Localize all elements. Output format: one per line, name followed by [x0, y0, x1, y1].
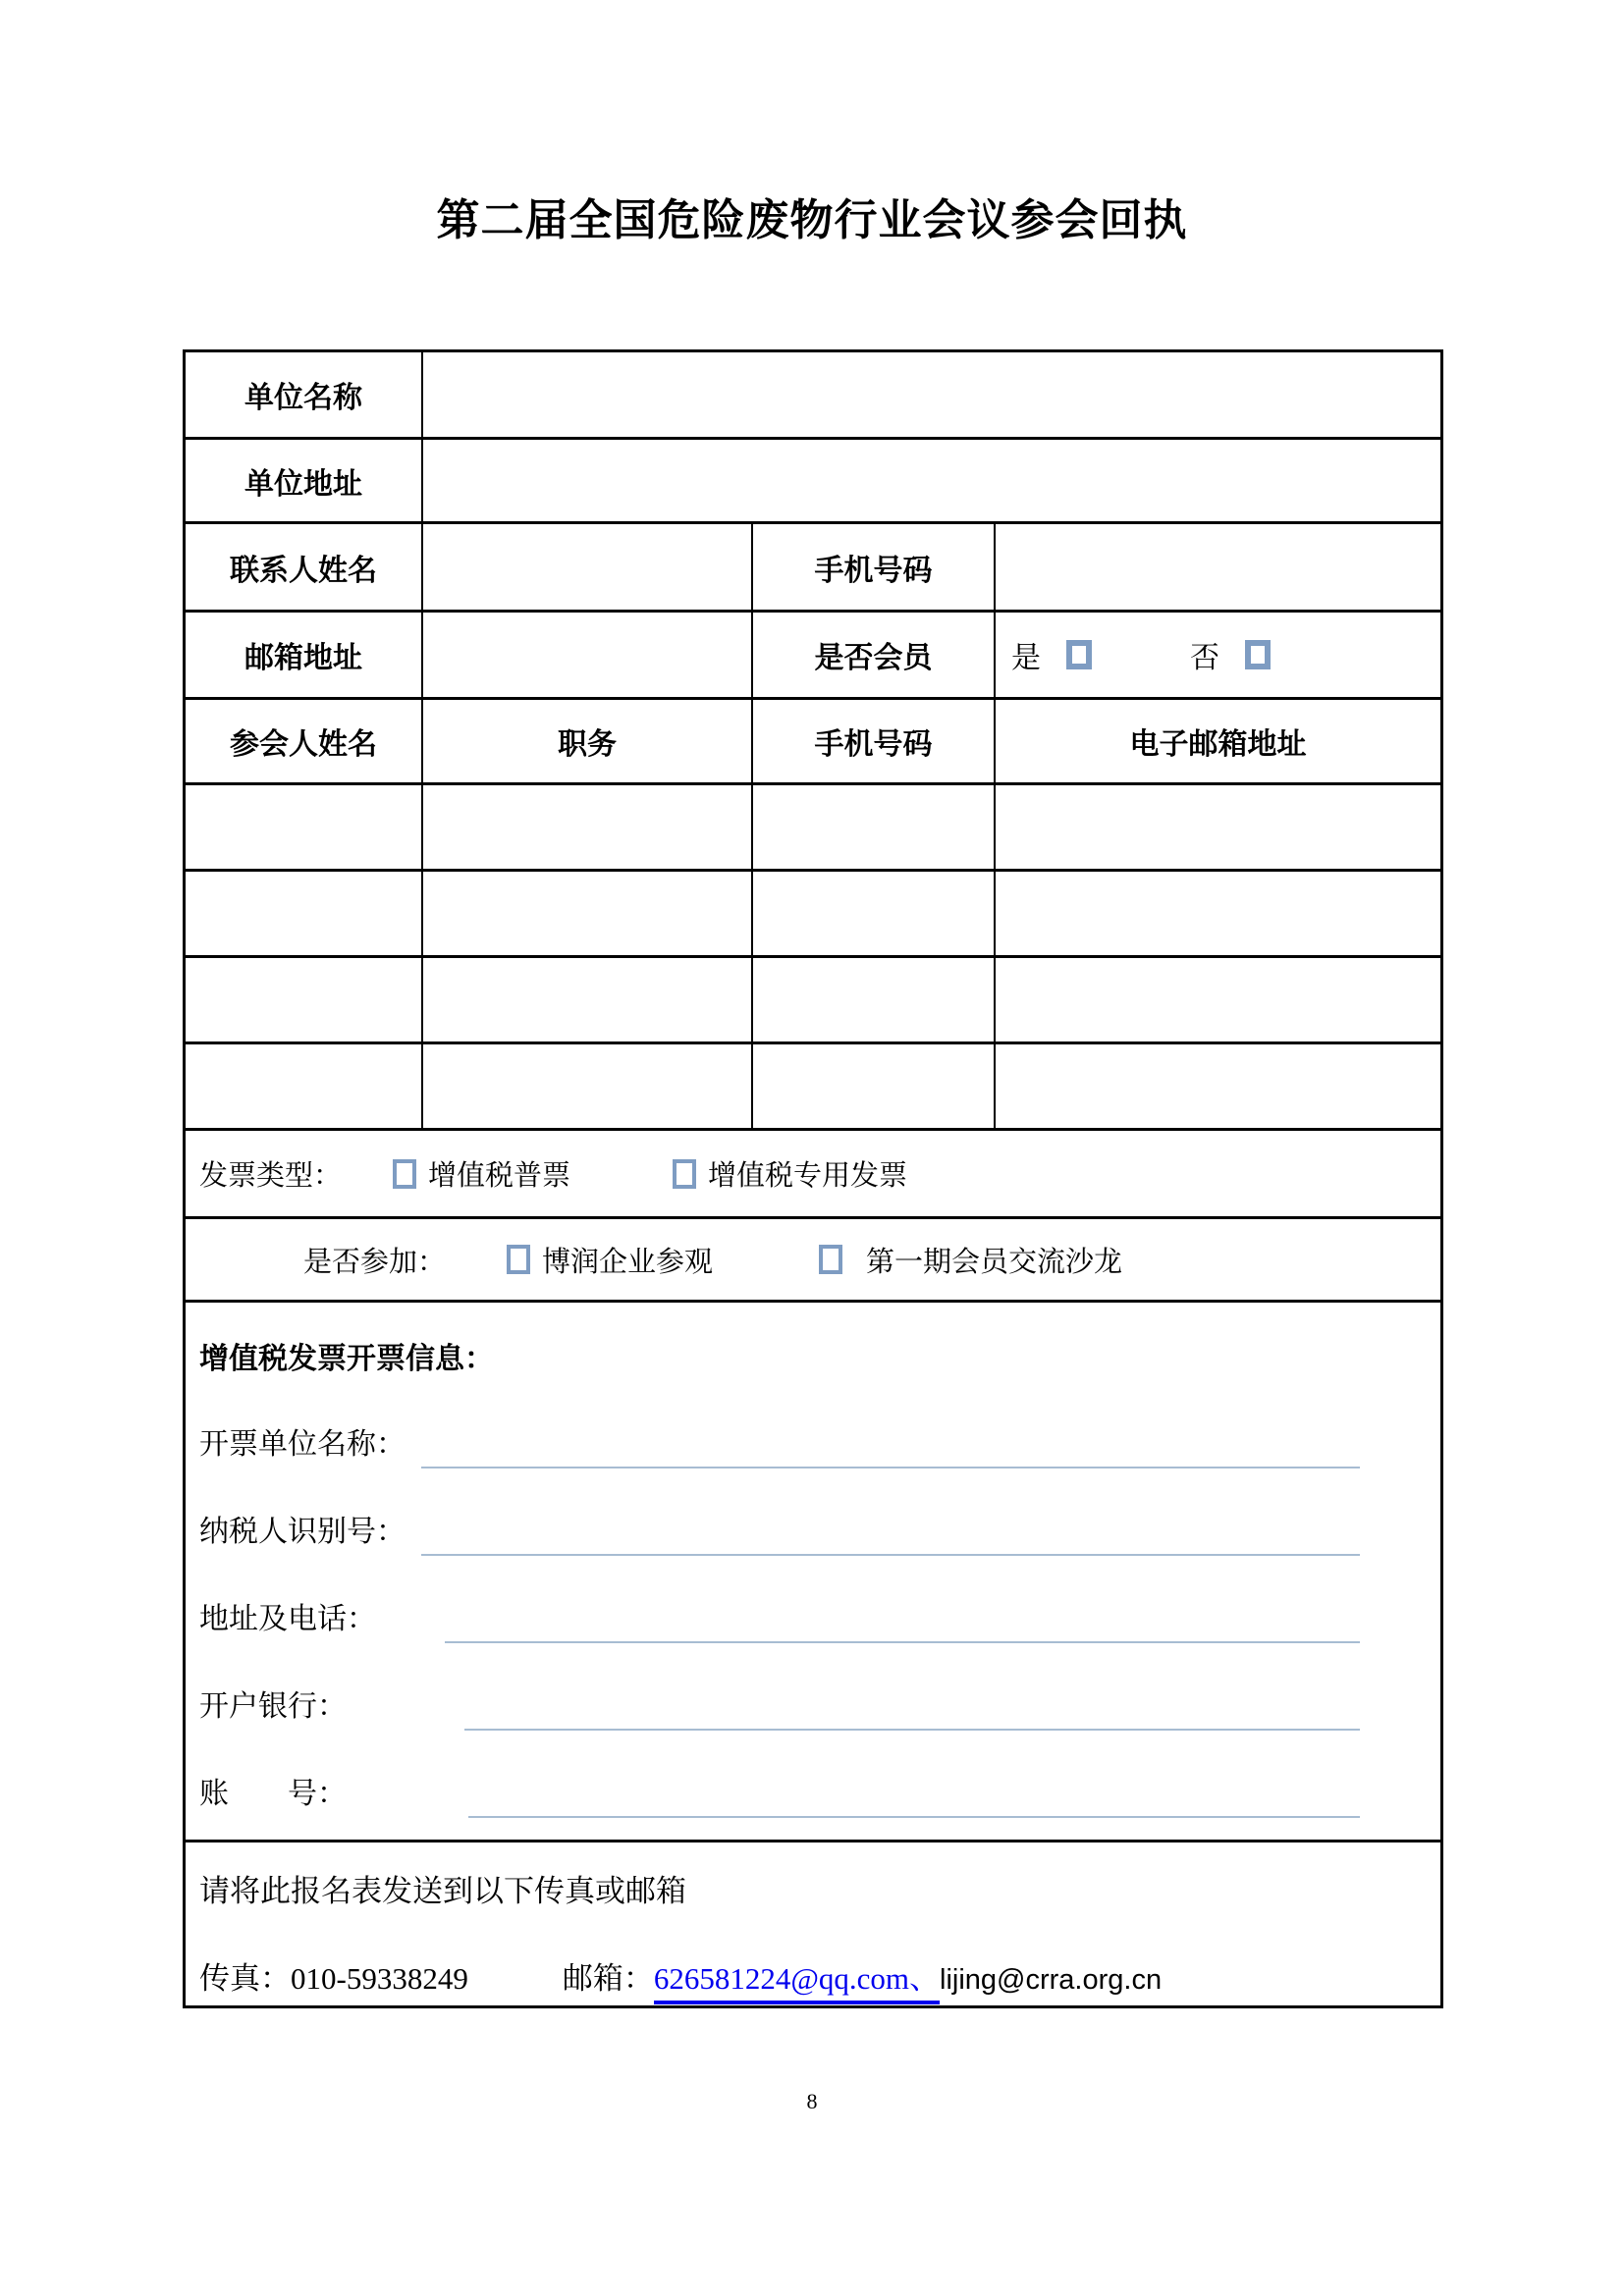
fill-line[interactable]: [421, 1550, 1360, 1556]
attendee-cell[interactable]: [753, 958, 996, 1044]
attendee-cell[interactable]: [186, 958, 423, 1044]
attendee-cell[interactable]: [186, 1044, 423, 1131]
table-row-attendee-header: [186, 700, 1440, 785]
attendee-cell[interactable]: [423, 872, 753, 958]
vat-company-label: 开票单位名称：: [199, 1428, 406, 1461]
vat-field-company: [199, 1425, 1411, 1465]
page-title: 第二届全国危险废物行业会议参会回执: [436, 196, 1188, 244]
footer-contacts: [199, 1953, 1411, 2004]
unit-address-input-cell[interactable]: [423, 440, 1440, 524]
member-yes-label: 是: [1011, 642, 1041, 674]
fax-label: 传真：: [199, 1961, 291, 1996]
attendee-cell[interactable]: [996, 872, 1440, 958]
fill-line[interactable]: [445, 1637, 1360, 1643]
invoice-ordinary-checkbox[interactable]: [393, 1159, 416, 1189]
attendee-name-header: 参会人姓名: [186, 700, 423, 785]
vat-info-cell: [186, 1303, 1440, 1842]
email-link[interactable]: 626581224@qq.com、: [654, 1953, 940, 2004]
member-no-label: 否: [1190, 642, 1219, 674]
participate-cell: [186, 1219, 1440, 1303]
invoice-special-label: 增值税专用发票: [708, 1160, 908, 1192]
attendee-cell[interactable]: [753, 1044, 996, 1131]
vat-field-taxid: [199, 1513, 1411, 1552]
attendee-cell[interactable]: [753, 872, 996, 958]
invoice-type-cell: [186, 1131, 1440, 1219]
footer-instruction: 请将此报名表发送到以下传真或邮箱: [199, 1874, 686, 1908]
contact-name-input-cell[interactable]: [423, 524, 753, 613]
attendee-cell[interactable]: [753, 785, 996, 872]
vat-field-bank: [199, 1687, 1411, 1727]
table-row-contact: [186, 524, 1440, 613]
email-field-label: 邮箱：: [562, 1961, 654, 1996]
member-yes-checkbox[interactable]: [1066, 640, 1092, 669]
registration-form-table: [183, 349, 1443, 2008]
member-label: 是否会员: [753, 613, 996, 700]
fax-number: 010-59338249: [291, 1961, 468, 1996]
attendee-email-header: 电子邮箱地址: [996, 700, 1440, 785]
invoice-special-checkbox[interactable]: [673, 1159, 696, 1189]
table-row-unit-name: [186, 352, 1440, 440]
attendee-title-header: 职务: [423, 700, 753, 785]
vat-field-address-phone: [199, 1600, 1411, 1639]
unit-name-label: 单位名称: [186, 352, 423, 440]
attendee-cell[interactable]: [996, 1044, 1440, 1131]
attendee-cell[interactable]: [996, 785, 1440, 872]
attendee-row-3: [186, 958, 1440, 1044]
invoice-ordinary-label: 增值税普票: [428, 1160, 571, 1192]
participate-visit-checkbox[interactable]: [507, 1245, 530, 1274]
vat-bank-label: 开户银行：: [199, 1690, 347, 1723]
fill-line[interactable]: [464, 1725, 1360, 1731]
invoice-type-label: 发票类型：: [199, 1160, 343, 1192]
table-row-unit-address: [186, 440, 1440, 524]
vat-address-phone-label: 地址及电话：: [199, 1603, 376, 1635]
attendee-row-2: [186, 872, 1440, 958]
vat-taxid-label: 纳税人识别号：: [199, 1516, 406, 1548]
participate-salon-checkbox[interactable]: [819, 1245, 842, 1274]
email-plain: lijing@crra.org.cn: [940, 1964, 1163, 1996]
contact-mobile-label: 手机号码: [753, 524, 996, 613]
contact-mobile-input-cell[interactable]: [996, 524, 1440, 613]
attendee-cell[interactable]: [423, 785, 753, 872]
attendee-row-1: [186, 785, 1440, 872]
fill-line[interactable]: [421, 1463, 1360, 1468]
table-row-email-member: [186, 613, 1440, 700]
member-no-checkbox[interactable]: [1245, 640, 1271, 669]
attendee-cell[interactable]: [186, 785, 423, 872]
attendee-cell[interactable]: [423, 958, 753, 1044]
participate-salon-label: 第一期会员交流沙龙: [866, 1246, 1123, 1278]
vat-field-account: [199, 1775, 1411, 1814]
attendee-cell[interactable]: [423, 1044, 753, 1131]
participate-label: 是否参加：: [303, 1246, 447, 1278]
unit-address-label: 单位地址: [186, 440, 423, 524]
table-row-vat-info: [186, 1303, 1440, 1842]
vat-info-heading: 增值税发票开票信息：: [199, 1343, 494, 1375]
attendee-cell[interactable]: [186, 872, 423, 958]
participate-visit-label: 博润企业参观: [542, 1246, 714, 1278]
attendee-mobile-header: 手机号码: [753, 700, 996, 785]
unit-name-input-cell[interactable]: [423, 352, 1440, 440]
table-row-footer: [186, 1842, 1440, 2005]
table-row-invoice-type: [186, 1131, 1440, 1219]
page-number: 8: [806, 2089, 818, 2113]
vat-account-label: 账 号：: [199, 1778, 347, 1810]
footer-cell: [186, 1842, 1440, 2005]
fill-line[interactable]: [468, 1812, 1360, 1818]
contact-name-label: 联系人姓名: [186, 524, 423, 613]
email-address-label: 邮箱地址: [186, 613, 423, 700]
table-row-participate: [186, 1219, 1440, 1303]
attendee-cell[interactable]: [996, 958, 1440, 1044]
attendee-row-4: [186, 1044, 1440, 1131]
email-address-input-cell[interactable]: [423, 613, 753, 700]
member-choice-cell: [996, 613, 1440, 700]
